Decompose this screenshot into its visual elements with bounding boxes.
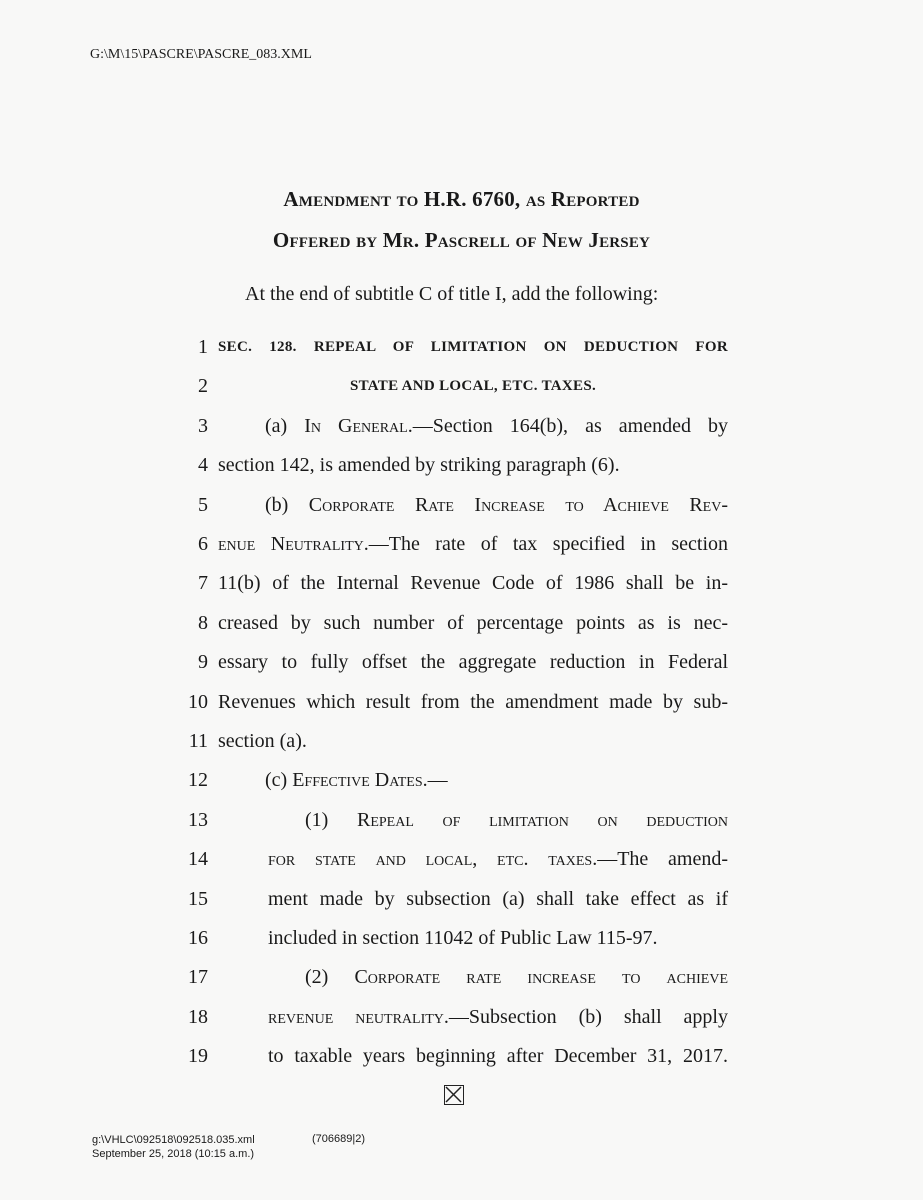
footer-file: g:\VHLC\092518\092518.035.xml: [92, 1134, 255, 1146]
line-text: [265, 415, 728, 438]
line-text: [218, 612, 728, 635]
line-number: 2: [198, 375, 208, 398]
line-text: [268, 848, 728, 871]
document-line: [0, 927, 923, 957]
line-number: 12: [188, 769, 208, 792]
end-mark-icon: [444, 1085, 464, 1105]
line-segment: included in section 11042 of Public Law 115-97.: [268, 927, 658, 949]
line-text: [218, 533, 728, 556]
line-text: [268, 888, 728, 911]
line-number: 14: [188, 848, 208, 871]
document-line: [0, 572, 923, 602]
document-line: [0, 612, 923, 642]
line-text: [218, 691, 728, 714]
line-number: 4: [198, 454, 208, 477]
line-number: 7: [198, 572, 208, 595]
document-line: [0, 651, 923, 681]
line-segment: (1): [305, 808, 357, 831]
line-text: [265, 494, 728, 517]
line-text: [218, 454, 728, 477]
line-segment: In General: [304, 414, 408, 437]
line-text: [218, 730, 728, 753]
line-segment: .—: [422, 769, 448, 792]
line-segment: ment made by subsection (a) shall take effect as if: [268, 887, 728, 910]
line-text: [305, 809, 728, 832]
amendment-sponsor: Offered by Mr. Pascrell of New Jersey: [272, 228, 651, 252]
document-line: [0, 966, 923, 996]
line-segment: Revenues which result from the amendment made by sub-: [218, 690, 728, 713]
document-line: [0, 336, 923, 366]
line-segment: revenue neutrality: [268, 1005, 444, 1028]
line-number: 19: [188, 1045, 208, 1068]
line-number: 11: [188, 730, 208, 752]
document-line: [0, 454, 923, 484]
document-line: [0, 375, 923, 405]
line-number: 18: [188, 1005, 208, 1028]
line-segment: section 142, is amended by striking paragraph (6).: [218, 454, 620, 477]
line-segment: Corporate Rate Increase to Achieve Rev-: [308, 493, 728, 516]
line-number: 9: [198, 651, 208, 674]
line-text: [305, 966, 728, 989]
document-line: [0, 1045, 923, 1075]
footer-date: September 25, 2018 (10:15 a.m.): [92, 1148, 255, 1160]
line-segment: (a): [265, 414, 305, 437]
intro-text: At the end of subtitle C of title I, add the following:: [245, 283, 659, 305]
line-segment: Repeal of limitation on deduction: [356, 808, 728, 831]
line-text: [268, 1045, 728, 1068]
document-line: [0, 533, 923, 563]
line-number: 13: [188, 808, 208, 831]
document-line: [0, 888, 923, 918]
amendment-title: Amendment to H.R. 6760, as Reported: [283, 187, 640, 211]
document-line: [0, 415, 923, 445]
line-segment: essary to fully offset the aggregate reduction in Federal: [218, 651, 728, 674]
line-text: [218, 339, 728, 356]
line-segment: Effective Dates: [292, 769, 423, 792]
document-line: [0, 691, 923, 721]
line-segment: .—Subsection (b) shall apply: [443, 1005, 728, 1028]
line-text: [218, 651, 728, 674]
document-line: [0, 769, 923, 799]
footer-code: (706689|2): [312, 1133, 366, 1145]
line-segment: .—The rate of tax specified in section: [363, 533, 728, 555]
line-number: 8: [198, 611, 208, 634]
line-segment: (b): [265, 493, 309, 516]
line-text: [218, 378, 728, 395]
line-segment: 11(b) of the Internal Revenue Code of 1986 shall be in-: [218, 572, 728, 595]
header-file-path: G:\M\15\PASCRE\PASCRE_083.XML: [90, 47, 312, 62]
line-number: 1: [198, 336, 208, 358]
line-segment: for state and local, etc. taxes: [268, 848, 593, 871]
line-segment: section (a).: [218, 730, 307, 752]
line-segment: (2): [305, 966, 355, 989]
line-number: 6: [198, 533, 208, 555]
footer-info: [92, 1133, 255, 1161]
line-number: 5: [198, 493, 208, 516]
document-line: [0, 494, 923, 524]
line-text: [265, 769, 728, 792]
line-segment: SEC. 128. REPEAL OF LIMITATION ON DEDUCTION FOR: [218, 339, 728, 355]
line-number: 16: [188, 927, 208, 949]
document-line: [0, 848, 923, 878]
line-text: [218, 572, 728, 595]
line-segment: .—The amend-: [592, 848, 728, 871]
line-number: 3: [198, 414, 208, 437]
document-line: [0, 730, 923, 760]
line-segment: to taxable years beginning after December 31, 2017.: [268, 1045, 728, 1068]
line-number: 17: [188, 966, 208, 989]
line-segment: (c): [265, 769, 293, 792]
line-number: 15: [188, 887, 208, 910]
document-line: [0, 809, 923, 839]
line-segment: Corporate rate increase to achieve: [354, 966, 728, 989]
line-text: [268, 1006, 728, 1029]
document-line: [0, 1006, 923, 1036]
line-segment: creased by such number of percentage points as is nec-: [218, 611, 728, 634]
line-number: 10: [188, 690, 208, 713]
line-segment: .—Section 164(b), as amended by: [407, 414, 728, 437]
line-segment: STATE AND LOCAL, ETC. TAXES.: [349, 378, 597, 395]
line-text: [268, 927, 728, 950]
line-segment: enue Neutrality: [218, 533, 364, 555]
